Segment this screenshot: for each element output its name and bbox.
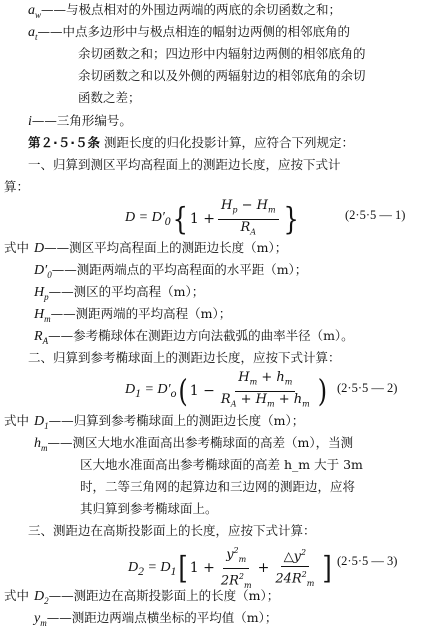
where3-D2: $D_2——$测距边在高斯投影面上的长度（m）； <box>34 588 280 606</box>
where1-RA: $R_A——$参考椭球体在测距边方向法截弧的曲率半径（m）。 <box>34 328 354 346</box>
where1-D0: $D'_0——$测距两端点的平均高程面的水平距（m）； <box>34 262 308 280</box>
eq3-plus: + <box>257 560 270 577</box>
eq3-fraction-1: $\frac{y^2_m}{2R^2_m}$ <box>220 546 252 590</box>
article-heading <box>28 135 354 151</box>
right-brace: } <box>283 200 299 238</box>
where-label: 式中 <box>4 240 30 255</box>
equation-3 <box>128 544 334 593</box>
item-1-line-2: 算： <box>4 179 30 194</box>
symbol: $a_t$ <box>28 25 38 42</box>
where1-D: D——测区平均高程面上的测距边长度（m）； <box>34 240 288 256</box>
where2-hm-cont-1: 区大地水准面高出参考椭球面的高差 h_m 大于 3m <box>80 457 363 472</box>
eq2-fraction: $\frac{H_m + h_m}{R_A + H_m + h_m}$ <box>220 370 310 409</box>
eq1-lhs: $D = D'_0$ <box>125 210 171 228</box>
equation-2-number: (2·5·5 — 2) <box>337 381 398 395</box>
left-brace: ( <box>178 372 188 410</box>
eq3-lhs: $D_2 = D_1$ <box>128 559 177 578</box>
where2-D1: $D_1——$归算到参考椭球面上的测距边长度（m）； <box>34 413 305 431</box>
article-label: 第２·５·５条 <box>28 135 100 150</box>
def-at-cont-3: 函数之差； <box>78 90 141 105</box>
eq2-one-minus: 1 − <box>189 383 215 400</box>
item-2-line: 二、归算到参考椭球面上的测距边长度，应按下式计算： <box>28 350 341 365</box>
where1-Hp: $H_p——$测区的平均高程（m）； <box>34 284 205 302</box>
item-1-line-1: 一、归算到测区平均高程面上的测距边长度，应按下式计 <box>28 157 341 172</box>
symbol: i <box>28 114 32 129</box>
def-aw: $a_w——$与极点相对的外围边两端的两底的余切函数之和； <box>28 2 342 20</box>
where2-hm-cont-2: 时，二等三角网的起算边和三边网的测距边，应将 <box>80 479 356 494</box>
where-label: 式中 <box>4 413 30 428</box>
eq3-fraction-2: $\frac{\triangle y^2}{24R^2_m}$ <box>275 548 315 588</box>
where2-hm-cont-3: 其归算到参考椭球面上。 <box>80 501 218 516</box>
def-i: i——三角形编号。 <box>28 113 132 129</box>
where3-ym: $y_m——$测距边两端点横坐标的平均值（m）； <box>34 610 278 628</box>
left-brace: [ <box>178 550 188 587</box>
def-at: $a_t——$中点多边形中与极点相连的幅射边两侧的相邻底角的 <box>28 24 351 42</box>
where2-hm: $h_m——$测区大地水准面高出参考椭球面的高差（m），当测 <box>34 435 354 453</box>
eq3-one-plus: 1 + <box>189 560 215 577</box>
equation-3-number: (2·5·5 — 3) <box>337 554 398 568</box>
article-text: 测距长度的归化投影计算，应符合下列规定： <box>103 135 354 150</box>
item-3-line: 三、测距边在高斯投影面上的长度，应按下式计算： <box>28 523 316 538</box>
eq2-lhs: $D_1 = D'_o$ <box>125 382 177 400</box>
def-at-cont-1: 余切函数之和；四边形中内辐射边两侧的相邻底角的 <box>78 46 366 61</box>
equation-1 <box>125 199 301 239</box>
where-label: 式中 <box>4 588 30 603</box>
eq1-one-plus: 1 + <box>189 211 215 228</box>
eq1-fraction: $\frac{H_p - H_m}{R_A}$ <box>218 199 279 239</box>
def-at-cont-2: 余切函数之和以及外侧的两辐射边的相邻底角的余切 <box>78 68 366 83</box>
left-brace: { <box>172 200 188 238</box>
where1-Hm: $H_m——$测距两端的平均高程（m）； <box>34 306 232 324</box>
equation-1-number: (2·5·5 — 1) <box>345 208 406 222</box>
symbol: $a_w$ <box>28 3 42 20</box>
right-brace: ) <box>317 372 328 410</box>
right-brace: ] <box>322 550 332 587</box>
equation-2 <box>125 371 329 411</box>
